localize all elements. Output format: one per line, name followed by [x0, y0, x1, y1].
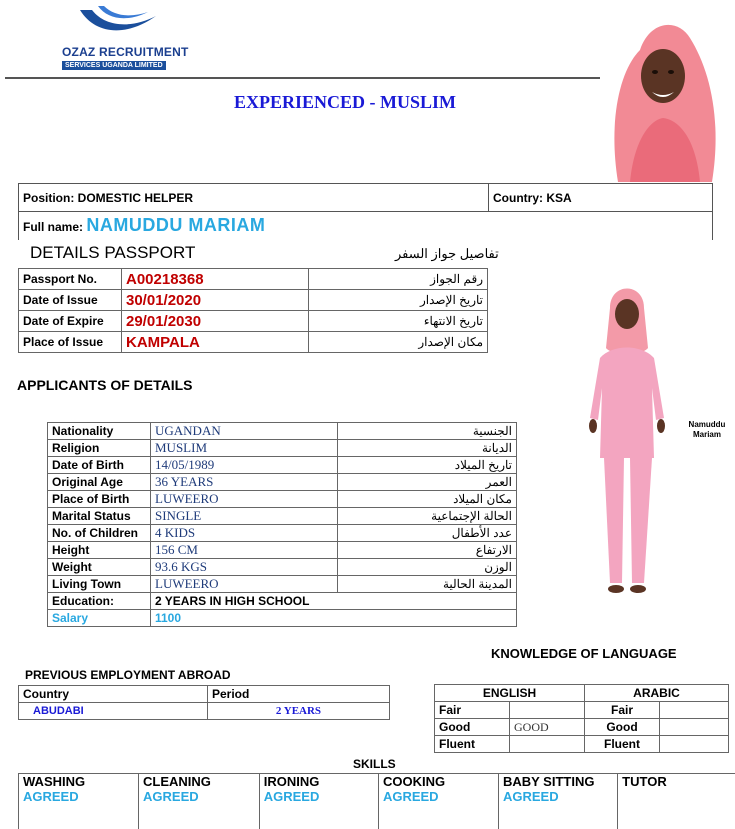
- applicant-value: SINGLE: [151, 508, 338, 525]
- applicant-label: Place of Birth: [48, 491, 151, 508]
- position-table: [18, 183, 713, 240]
- passport-label: Date of Issue: [19, 290, 122, 311]
- english-header: ENGLISH: [435, 685, 585, 702]
- header-divider: [5, 77, 600, 79]
- applicant-value: 36 YEARS: [151, 474, 338, 491]
- applicant-value: 4 KIDS: [151, 525, 338, 542]
- passport-heading: DETAILS PASSPORT: [30, 243, 195, 263]
- applicant-label-ar: تاريخ الميلاد: [338, 457, 517, 474]
- arabic-level: Fair: [585, 702, 660, 719]
- passport-value: 29/01/2030: [122, 311, 309, 332]
- skill-name: TUTOR: [622, 774, 731, 789]
- country-header: Country: [19, 686, 208, 703]
- period-header: Period: [208, 686, 390, 703]
- skill-cell: [378, 774, 498, 829]
- passport-label: Passport No.: [19, 269, 122, 290]
- passport-label-ar: تاريخ الانتهاء: [309, 311, 488, 332]
- salary-value: 1100: [151, 610, 517, 627]
- arabic-level-value: [660, 702, 729, 719]
- arabic-level-value: [660, 719, 729, 736]
- applicant-label: Original Age: [48, 474, 151, 491]
- passport-value: 30/01/2020: [122, 290, 309, 311]
- applicant-value: UGANDAN: [151, 423, 338, 440]
- english-level-value: [510, 736, 585, 753]
- applicant-label: Marital Status: [48, 508, 151, 525]
- applicant-value: 14/05/1989: [151, 457, 338, 474]
- applicant-label: Nationality: [48, 423, 151, 440]
- applicant-label: Weight: [48, 559, 151, 576]
- country-cell: Country: KSA: [489, 184, 713, 212]
- applicant-value: LUWEERO: [151, 491, 338, 508]
- skill-value: AGREED: [23, 789, 134, 804]
- logo-swoosh-icon: [78, 6, 158, 36]
- photo-caption: Namuddu Mariam: [682, 420, 732, 440]
- skill-cell: [19, 774, 139, 829]
- language-heading: KNOWLEDGE OF LANGUAGE: [491, 646, 677, 661]
- english-level-value: [510, 702, 585, 719]
- passport-value: KAMPALA: [122, 332, 309, 353]
- skill-name: CLEANING: [143, 774, 255, 789]
- arabic-level: Fluent: [585, 736, 660, 753]
- skill-value: AGREED: [503, 789, 613, 804]
- document-title: EXPERIENCED - MUSLIM: [0, 92, 690, 113]
- full-name-value: NAMUDDU MARIAM: [86, 215, 265, 235]
- skill-name: WASHING: [23, 774, 134, 789]
- employment-period: 2 YEARS: [208, 703, 390, 720]
- applicant-label-ar: الديانة: [338, 440, 517, 457]
- skill-value: AGREED: [383, 789, 494, 804]
- applicant-label-ar: الارتفاع: [338, 542, 517, 559]
- passport-value: A00218368: [122, 269, 309, 290]
- passport-table: [18, 268, 488, 353]
- position-cell: Position: DOMESTIC HELPER: [19, 184, 489, 212]
- applicant-label-ar: عدد الأطفال: [338, 525, 517, 542]
- skills-table: [18, 773, 735, 829]
- full-body-photo: [572, 278, 682, 603]
- applicant-label-ar: العمر: [338, 474, 517, 491]
- applicant-label: Religion: [48, 440, 151, 457]
- arabic-level: Good: [585, 719, 660, 736]
- english-level: Good: [435, 719, 510, 736]
- applicant-value: 156 CM: [151, 542, 338, 559]
- passport-label: Place of Issue: [19, 332, 122, 353]
- arabic-level-value: [660, 736, 729, 753]
- brand-name: OZAZ RECRUITMENT: [62, 45, 189, 59]
- applicant-table: [47, 422, 517, 627]
- passport-heading-ar: تفاصيل جواز السفر: [395, 246, 499, 262]
- skills-heading: SKILLS: [353, 757, 396, 771]
- passport-label-ar: تاريخ الإصدار: [309, 290, 488, 311]
- passport-label: Date of Expire: [19, 311, 122, 332]
- applicant-value: LUWEERO: [151, 576, 338, 593]
- skill-name: BABY SITTING: [503, 774, 613, 789]
- skill-cell: [618, 774, 735, 829]
- applicant-label-ar: الوزن: [338, 559, 517, 576]
- english-level: Fair: [435, 702, 510, 719]
- full-name-label: Full name:: [23, 220, 83, 234]
- employment-country: ABUDABI: [19, 703, 208, 720]
- arabic-header: ARABIC: [585, 685, 729, 702]
- applicant-label-ar: مكان الميلاد: [338, 491, 517, 508]
- applicant-label-ar: الجنسية: [338, 423, 517, 440]
- skill-name: IRONING: [264, 774, 374, 789]
- language-table: [434, 684, 729, 753]
- skill-cell: [139, 774, 260, 829]
- applicant-label-ar: الحالة الإجتماعية: [338, 508, 517, 525]
- applicant-label: No. of Children: [48, 525, 151, 542]
- skill-cell: [259, 774, 378, 829]
- skill-cell: [498, 774, 617, 829]
- english-level: Fluent: [435, 736, 510, 753]
- applicant-label: Date of Birth: [48, 457, 151, 474]
- salary-label: Salary: [48, 610, 151, 627]
- applicant-heading: APPLICANTS OF DETAILS: [17, 377, 193, 393]
- education-label: Education:: [48, 593, 151, 610]
- education-value: 2 YEARS IN HIGH SCHOOL: [151, 593, 517, 610]
- passport-label-ar: مكان الإصدار: [309, 332, 488, 353]
- skill-value: AGREED: [143, 789, 255, 804]
- english-good-value: GOOD: [510, 719, 585, 736]
- employment-heading: PREVIOUS EMPLOYMENT ABROAD: [25, 668, 231, 682]
- skill-value: AGREED: [264, 789, 374, 804]
- passport-label-ar: رقم الجواز: [309, 269, 488, 290]
- brand-subtitle: SERVICES UGANDA LIMITED: [62, 61, 166, 70]
- applicant-label-ar: المدينة الحالية: [338, 576, 517, 593]
- applicant-label: Height: [48, 542, 151, 559]
- applicant-value: MUSLIM: [151, 440, 338, 457]
- applicant-label: Living Town: [48, 576, 151, 593]
- skill-name: COOKING: [383, 774, 494, 789]
- applicant-value: 93.6 KGS: [151, 559, 338, 576]
- employment-table: [18, 685, 390, 720]
